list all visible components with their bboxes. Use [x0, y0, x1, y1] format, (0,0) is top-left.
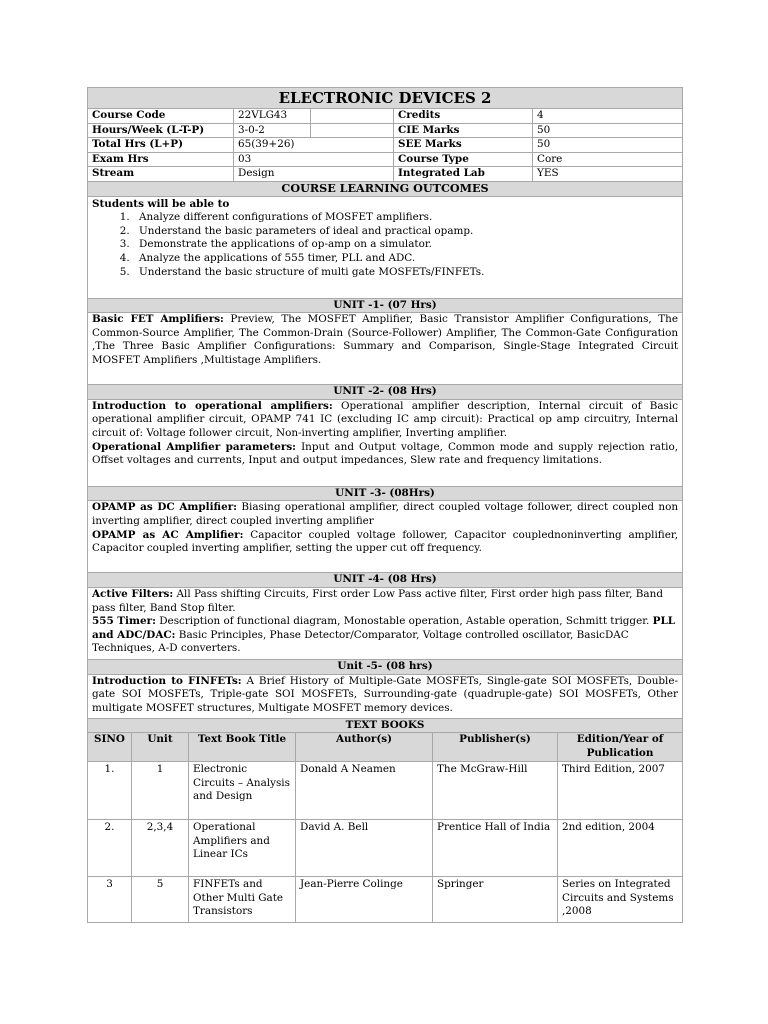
- info-label: Integrated Lab: [394, 167, 533, 182]
- info-label: Course Code: [88, 109, 234, 124]
- column-header: Text Book Title: [189, 733, 296, 762]
- outcomes-list: [92, 211, 678, 279]
- topic-text: Biasing operational amplifier, direct coupled voltage follower, direct coupled non inverting amplifier, direct coupled inverting amplifier: [92, 501, 679, 527]
- info-row: [88, 138, 683, 153]
- unit-4-heading: UNIT -4- (08 Hrs): [88, 573, 683, 588]
- course-title: ELECTRONIC DEVICES 2: [88, 88, 683, 109]
- edition-cell: Third Edition, 2007: [558, 762, 683, 820]
- textbooks-heading: TEXT BOOKS: [88, 718, 683, 733]
- info-label: Course Type: [394, 152, 533, 167]
- unit-5-content: [88, 674, 683, 718]
- info-label: Exam Hrs: [88, 152, 234, 167]
- column-header: Unit: [132, 733, 189, 762]
- info-label: CIE Marks: [394, 123, 533, 138]
- author-cell: Jean-Pierre Colinge: [296, 877, 433, 923]
- info-label: SEE Marks: [394, 138, 533, 153]
- topic-heading: Operational Amplifier parameters:: [92, 440, 297, 453]
- outcome-item: 5. Understand the basic structure of multi gate MOSFETs/FINFETs.: [133, 266, 678, 280]
- info-blank: [311, 109, 394, 124]
- edition-cell: 2nd edition, 2004: [558, 820, 683, 877]
- info-label: Stream: [88, 167, 234, 182]
- info-label: Hours/Week (L-T-P): [88, 123, 234, 138]
- outcomes-heading: COURSE LEARNING OUTCOMES: [88, 181, 683, 196]
- topic-text: A Brief History of Multiple-Gate MOSFETs, Single-gate SOI MOSFETs, Double-gate SOI MOSFETs, Triple-gate SOI MOSFETs, Surrounding-gate (quadruple-gate) SOI MOSFETs, Other multigate MOSFET structures, Multigate MOSFET memory devices.: [92, 674, 679, 714]
- unit-3-heading: UNIT -3- (08Hrs): [88, 486, 683, 501]
- topic-text: Input and Output voltage, Common mode and supply rejection ratio, Offset voltages and currents, Input and output impedances, Slew rate and frequency limitations.: [92, 440, 679, 467]
- sino-cell: 3: [88, 877, 132, 923]
- topic-text: Preview, The MOSFET Amplifier, Basic Transistor Amplifier Configurations, The Common-Source Amplifier, The Common-Drain (Source-Follower) Amplifier, The Common-Gate Configuration ,The Three Basic Amplifier Configurations: Summary and Comparison, Single-Stage Integrated Circuit MOSFET Amplifiers ,Multistage Amplifiers.: [92, 313, 679, 366]
- course-syllabus-sheet: [87, 87, 682, 923]
- topic-heading: Introduction to operational amplifiers:: [92, 399, 333, 412]
- info-label: Total Hrs (L+P): [88, 138, 234, 153]
- course-info-table: [87, 87, 683, 719]
- topic-text: Operational amplifier description, Internal circuit of Basic operational amplifier circuit, OPAMP 741 IC (excluding IC amp circuit): Practical op amp circuitry, Internal circuit of: Voltage follower circuit, Non-inverting amplifier, Inverting amplifier.: [92, 399, 679, 439]
- table-row: [88, 762, 683, 820]
- outcome-item: 3. Demonstrate the applications of op-amp on a simulator.: [133, 238, 678, 252]
- info-value: 4: [533, 109, 683, 124]
- info-value: Design: [234, 167, 394, 182]
- topic-text: Capacitor coupled voltage follower, Capacitor couplednoninverting amplifier, Capacitor coupled inverting amplifier, setting the upper cut off frequency.: [92, 528, 679, 555]
- topic-heading: Introduction to FINFETs:: [92, 674, 242, 687]
- column-header: Publisher(s): [433, 733, 558, 762]
- topic-text: Basic Principles, Phase Detector/Comparator, Voltage controlled oscillator, BasicDAC Techniques, A-D converters.: [92, 628, 629, 655]
- unit-cell: 1: [132, 762, 189, 820]
- author-cell: David A. Bell: [296, 820, 433, 877]
- outcome-item: 4. Analyze the applications of 555 timer, PLL and ADC.: [133, 252, 678, 266]
- info-value: 03: [234, 152, 394, 167]
- unit-1-content: [88, 313, 683, 385]
- info-value: Core: [533, 152, 683, 167]
- column-header: Author(s): [296, 733, 433, 762]
- publisher-cell: The McGraw-Hill: [433, 762, 558, 820]
- info-row: [88, 167, 683, 182]
- topic-heading: PLL and ADC/DAC:: [92, 615, 676, 641]
- title-cell: FINFETs and Other Multi Gate Transistors: [189, 877, 296, 923]
- textbooks-table: [87, 718, 683, 924]
- column-header: SINO: [88, 733, 132, 762]
- info-blank: [311, 123, 394, 138]
- info-row: [88, 152, 683, 167]
- topic-text: All Pass shifting Circuits, First order Low Pass active filter, First order high pass filter, Band pass filter, Band Stop filter.: [92, 587, 663, 614]
- outcome-item: 2. Understand the basic parameters of ideal and practical opamp.: [133, 225, 678, 239]
- column-header: Edition/Year of Publication: [558, 733, 683, 762]
- info-row: [88, 109, 683, 124]
- unit-2-heading: UNIT -2- (08 Hrs): [88, 385, 683, 400]
- info-value: 50: [533, 138, 683, 153]
- unit-5-heading: Unit -5- (08 hrs): [88, 659, 683, 674]
- topic-text: Description of functional diagram, Monostable operation, Astable operation, Schmitt trigger.: [155, 615, 653, 628]
- info-value: 65(39+26): [234, 138, 394, 153]
- outcomes-intro: Students will be able to: [92, 197, 230, 210]
- outcome-item: 1. Analyze different configurations of MOSFET amplifiers.: [133, 211, 678, 225]
- textbooks-header-row: [88, 733, 683, 762]
- sino-cell: 1.: [88, 762, 132, 820]
- info-value: 22VLG43: [234, 109, 311, 124]
- unit-cell: 5: [132, 877, 189, 923]
- table-row: [88, 820, 683, 877]
- sino-cell: 2.: [88, 820, 132, 877]
- info-label: Credits: [394, 109, 533, 124]
- unit-1-heading: UNIT -1- (07 Hrs): [88, 298, 683, 313]
- info-value: 3-0-2: [234, 123, 311, 138]
- topic-heading: OPAMP as AC Amplifier:: [92, 528, 244, 541]
- unit-cell: 2,3,4: [132, 820, 189, 877]
- title-cell: Operational Amplifiers and Linear ICs: [189, 820, 296, 877]
- outcomes-section: [88, 196, 683, 298]
- unit-2-content: [88, 399, 683, 486]
- author-cell: Donald A Neamen: [296, 762, 433, 820]
- unit-4-content: [88, 587, 683, 659]
- title-cell: Electronic Circuits – Analysis and Design: [189, 762, 296, 820]
- edition-cell: Series on Integrated Circuits and Systems ,2008: [558, 877, 683, 923]
- topic-heading: OPAMP as DC Amplifier:: [92, 501, 238, 514]
- topic-heading: Basic FET Amplifiers:: [92, 313, 224, 326]
- info-value: YES: [533, 167, 683, 182]
- info-row: [88, 123, 683, 138]
- publisher-cell: Springer: [433, 877, 558, 923]
- publisher-cell: Prentice Hall of India: [433, 820, 558, 877]
- table-row: [88, 877, 683, 923]
- topic-heading: 555 Timer:: [92, 615, 156, 628]
- unit-3-content: [88, 501, 683, 573]
- info-value: 50: [533, 123, 683, 138]
- topic-heading: Active Filters:: [92, 587, 174, 600]
